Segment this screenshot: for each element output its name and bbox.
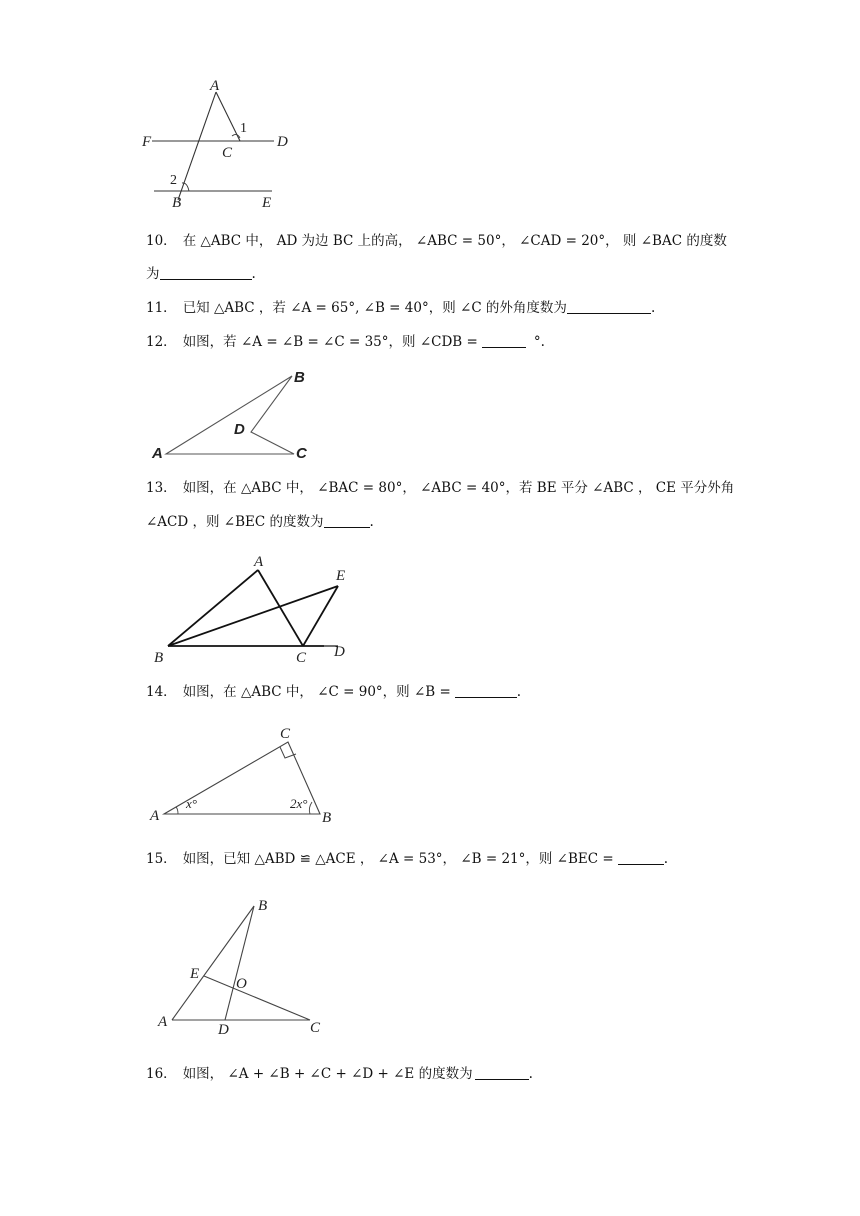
label-c: C [222,145,233,161]
label-a: A [210,78,220,94]
question-number: 10． [146,233,177,249]
label-d: D [277,134,288,150]
label-a: A [158,1014,168,1030]
question-15 [146,849,668,869]
figure-q15 [152,892,332,1038]
question-number: 15． [146,851,177,867]
question-text: 已知 △ABC ，若 ∠A = 65°, ∠B = 40°，则 ∠C 的外角度数为 [182,300,567,316]
answer-blank[interactable] [160,265,252,280]
label-a: A [150,808,160,824]
label-angle-2: 2 [170,173,177,188]
question-16 [146,1064,533,1084]
question-suffix: . [650,300,656,316]
question-text: 如图，在 △ABC 中， ∠BAC = 80°， ∠ABC = 40°，若 BE 平分 ∠ABC ， CE 平分外角 [182,480,735,496]
question-13-line2 [146,512,374,532]
question-suffix: . [663,851,668,867]
label-o: O [236,976,247,992]
question-suffix: . [369,514,374,530]
label-angle-x: x° [186,796,197,811]
answer-blank[interactable] [455,683,517,698]
question-14 [146,682,521,702]
label-c: C [310,1020,321,1036]
label-angle-2x: 2x° [290,796,308,811]
answer-blank[interactable] [324,513,370,528]
question-suffix: °. [533,334,545,350]
question-number: 11． [146,300,177,316]
question-text: 在 △ABC 中， AD 为边 BC 上的高， ∠ABC = 50°， ∠CAD = 20°， 则 ∠BAC 的度数 [182,233,727,249]
question-text: 如图， ∠A + ∠B + ∠C + ∠D + ∠E 的度数为 [182,1066,473,1082]
label-c: C [296,650,307,664]
question-12 [146,332,545,352]
question-number: 14． [146,684,177,700]
figure-q14 [144,722,354,828]
question-number: 16． [146,1066,177,1082]
label-a: A [254,554,264,570]
question-text: ∠ACD ，则 ∠BEC 的度数为 [146,514,324,530]
label-angle-1: 1 [240,121,247,136]
answer-blank[interactable] [567,299,651,314]
question-10 [146,231,727,251]
question-text: 如图，在 △ABC 中， ∠C = 90°，则 ∠B = [182,684,451,700]
question-text: 为 [146,266,160,282]
label-a: A [152,445,163,462]
answer-blank[interactable] [475,1065,529,1080]
answer-blank[interactable] [482,333,526,348]
question-suffix: . [516,684,522,700]
label-b: B [172,195,182,211]
label-e: E [336,568,346,584]
question-suffix: . [251,266,256,282]
label-d: D [218,1022,229,1038]
question-13 [146,478,734,498]
label-d: D [334,644,345,660]
question-11 [146,298,655,318]
label-b: B [154,650,164,664]
label-b: B [322,810,332,826]
label-e: E [190,966,200,982]
question-10-line2 [146,264,256,284]
question-number: 12． [146,334,177,350]
label-f: F [142,134,152,150]
label-c: C [280,726,291,742]
label-d: D [234,421,245,438]
question-number: 13． [146,480,177,496]
label-b: B [294,369,305,386]
answer-blank[interactable] [618,850,664,865]
question-text: 如图，已知 △ABD ≌ △ACE ， ∠A = 53°， ∠B = 21°，则 ∠BEC = [182,851,614,867]
question-suffix: . [528,1066,533,1082]
figure-parallel-lines [140,74,300,214]
label-c: C [296,445,307,462]
label-e: E [262,195,272,211]
figure-q13 [150,552,360,664]
question-text: 如图，若 ∠A = ∠B = ∠C = 35°，则 ∠CDB = [182,334,478,350]
label-b: B [258,898,268,914]
figure-q12 [148,366,318,464]
